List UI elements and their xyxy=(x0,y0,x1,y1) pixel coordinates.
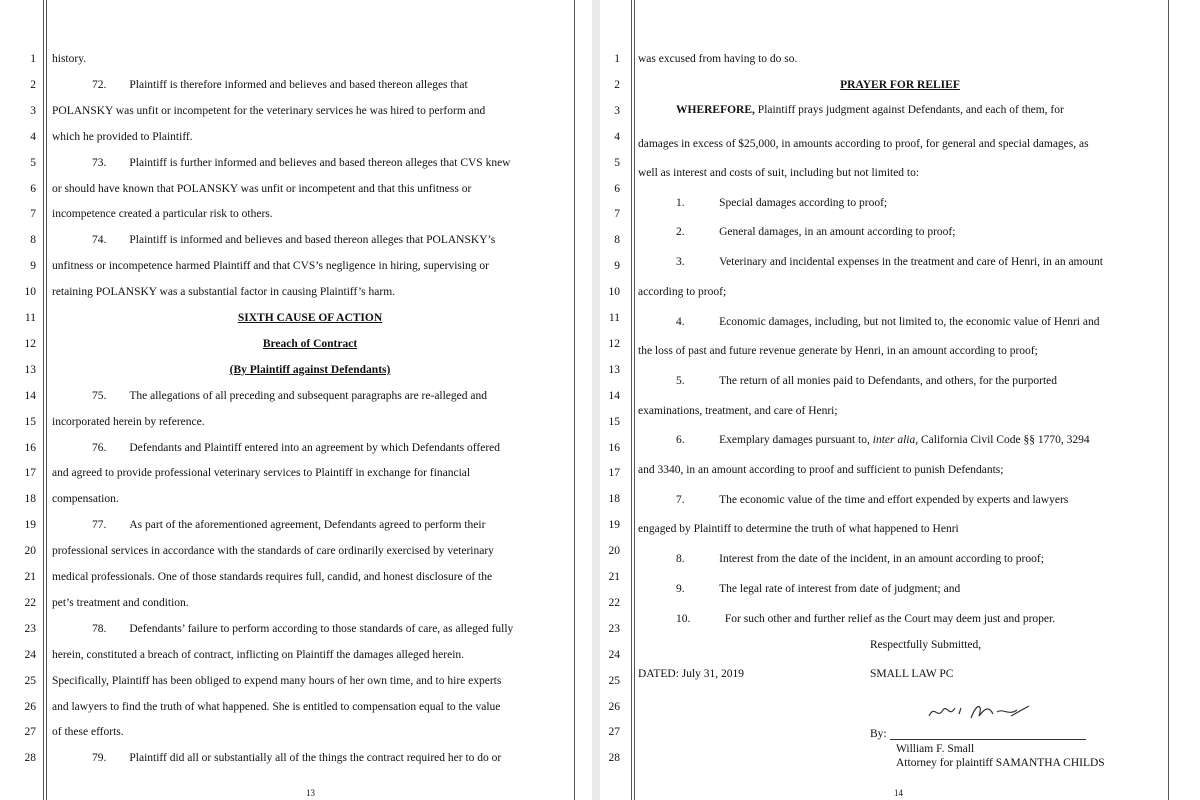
line-number: 27 xyxy=(608,726,620,739)
line-number: 24 xyxy=(608,648,620,661)
line-number: 24 xyxy=(24,648,36,661)
text-line: medical professionals. One of those standards requires full, candid, and honest disclosure of the xyxy=(52,571,493,583)
line-number: 6 xyxy=(30,182,36,195)
line-number: 4 xyxy=(614,130,620,143)
line-number: 19 xyxy=(24,519,36,532)
text-line: or should have known that POLANSKY was unfit or incompetent and that this unfitness or xyxy=(52,182,472,195)
line-number: 10 xyxy=(24,286,36,299)
text-line: and agreed to provide professional veterinary services to Plaintiff in exchange for financial xyxy=(52,467,471,480)
text-line: unfitness or incompetence harmed Plaintiff and that CVS’s negligence in hiring, supervising or xyxy=(52,260,490,273)
right-margin-rule xyxy=(1168,0,1169,800)
by-label: By: xyxy=(870,728,887,740)
line-number: 19 xyxy=(608,519,620,532)
line-number: 13 xyxy=(24,363,36,376)
page-14 xyxy=(600,0,1200,800)
line-number: 16 xyxy=(24,441,36,454)
wherefore-text: Plaintiff prays judgment against Defendants, and each of them, for xyxy=(757,104,1064,116)
left-margin-rule-inner xyxy=(634,0,635,800)
text-line: 5. The return of all monies paid to Defendants, and others, for the purported xyxy=(676,375,1057,387)
line-number: 13 xyxy=(608,363,620,376)
right-margin-rule xyxy=(574,0,575,800)
line-number: 20 xyxy=(608,545,620,558)
text-line: 76. Defendants and Plaintiff entered into an agreement by which Defendants offered xyxy=(92,441,501,454)
text-line: Specifically, Plaintiff has been obliged to expend many hours of her own time, and to hire experts xyxy=(52,674,502,687)
text-line: incorporated herein by reference. xyxy=(52,415,205,428)
text-line: SIXTH CAUSE OF ACTION xyxy=(237,312,383,324)
line-number: 7 xyxy=(30,208,36,221)
text-line: incompetence created a particular risk to others. xyxy=(52,208,273,221)
inter-alia: inter alia xyxy=(872,434,916,446)
text-line: 79. Plaintiff did all or substantially all of the things the contract required her to do or xyxy=(92,752,502,765)
line-number: 9 xyxy=(614,260,620,273)
text-line: 2. General damages, in an amount according to proof; xyxy=(676,226,956,238)
line-number: 8 xyxy=(30,234,36,247)
text-line: was excused from having to do so. xyxy=(638,53,798,65)
text-line: the loss of past and future revenue generate by Henri, in an amount according to proof; xyxy=(638,345,1038,357)
text-line: 1. Special damages according to proof; xyxy=(676,197,888,209)
line-number: 26 xyxy=(24,700,36,713)
line-number: 5 xyxy=(614,156,620,169)
text-line: 8. Interest from the date of the incident, in an amount according to proof; xyxy=(676,553,1044,565)
line-number: 12 xyxy=(24,337,36,350)
page-number: 13 xyxy=(306,788,315,798)
line-number: 23 xyxy=(608,622,620,635)
line-number: 15 xyxy=(24,415,36,428)
line-number: 11 xyxy=(608,312,620,324)
text-line: examinations, treatment, and care of Henri; xyxy=(638,405,838,417)
line-number: 6 xyxy=(614,182,620,195)
text-line: of these efforts. xyxy=(52,726,124,739)
line-number: 28 xyxy=(608,752,620,765)
text-line: (By Plaintiff against Defendants) xyxy=(229,363,391,376)
text-line: retaining POLANSKY was a substantial factor in causing Plaintiff’s harm. xyxy=(52,286,396,299)
text-line: 72. Plaintiff is therefore informed and believes and based thereon alleges that xyxy=(92,78,468,91)
line-number: 17 xyxy=(608,467,620,480)
line-number: 22 xyxy=(608,596,620,609)
item6-comma: , xyxy=(915,434,921,446)
text-line: 4. Economic damages, including, but not limited to, the economic value of Henri and xyxy=(676,316,1100,328)
line-number: 1 xyxy=(30,53,36,65)
line-number: 8 xyxy=(614,234,620,247)
text-line: 3. Veterinary and incidental expenses in the treatment and care of Henri, in an amount xyxy=(676,256,1103,268)
line-number: 15 xyxy=(608,415,620,428)
line-number: 16 xyxy=(608,441,620,454)
text-line: and 3340, in an amount according to proof and sufficient to punish Defendants; xyxy=(638,464,1004,476)
page-number: 14 xyxy=(894,788,903,798)
text-line: 7. The economic value of the time and effort expended by experts and lawyers xyxy=(676,494,1069,506)
line-number: 28 xyxy=(24,752,36,765)
prayer-item-6 xyxy=(676,433,1090,447)
line-number: 14 xyxy=(24,389,36,402)
text-line: 9. The legal rate of interest from date of judgment; and xyxy=(676,583,961,595)
line-number: 21 xyxy=(24,571,36,583)
line-number: 18 xyxy=(608,493,620,506)
line-number: 2 xyxy=(614,78,620,91)
dated-line: DATED: July 31, 2019 xyxy=(638,668,745,680)
text-line: Breach of Contract xyxy=(262,337,358,350)
firm-name: SMALL LAW PC xyxy=(870,668,954,680)
signature-line xyxy=(890,739,1086,740)
line-number: 18 xyxy=(24,493,36,506)
line-number: 26 xyxy=(608,700,620,713)
line-number: 5 xyxy=(30,156,36,169)
text-line: damages in excess of $25,000, in amounts according to proof, for general and special damages, as xyxy=(638,138,1089,150)
item6-prefix: 6. Exemplary damages pursuant to, xyxy=(676,434,870,446)
line-number: 14 xyxy=(608,389,620,402)
text-line: 10. For such other and further relief as the Court may deem just and proper. xyxy=(676,613,1056,625)
line-number: 12 xyxy=(608,337,620,350)
text-line: according to proof; xyxy=(638,286,727,298)
line-number: 10 xyxy=(608,286,620,299)
line-number: 11 xyxy=(24,312,36,324)
line-number: 2 xyxy=(30,78,36,91)
line-number: 17 xyxy=(24,467,36,480)
signer-title: Attorney for plaintiff SAMANTHA CHILDS xyxy=(896,757,1105,769)
text-line: 75. The allegations of all preceding and subsequent paragraphs are re-alleged and xyxy=(92,389,487,402)
line-number: 3 xyxy=(614,104,620,117)
line-number: 27 xyxy=(24,726,36,739)
line-number: 20 xyxy=(24,545,36,558)
text-line: which he provided to Plaintiff. xyxy=(52,130,193,143)
text-line: compensation. xyxy=(52,493,119,506)
line-number: 3 xyxy=(30,104,36,117)
line-number: 1 xyxy=(614,53,620,65)
left-margin-rule xyxy=(43,0,44,800)
wherefore-line xyxy=(676,103,1064,117)
text-line: well as interest and costs of suit, including but not limited to: xyxy=(638,167,920,179)
line-number: 25 xyxy=(608,674,620,687)
signature-icon xyxy=(925,698,1045,724)
respectfully-submitted: Respectfully Submitted, xyxy=(870,639,982,651)
line-number: 25 xyxy=(24,674,36,687)
line-number: 9 xyxy=(30,260,36,273)
text-line: and lawyers to find the truth of what happened. She is entitled to compensation equal to the value xyxy=(52,700,501,713)
section-heading: PRAYER FOR RELIEF xyxy=(840,79,960,91)
left-margin-rule-inner xyxy=(46,0,47,800)
page-gap xyxy=(592,0,600,800)
text-line: engaged by Plaintiff to determine the truth of what happened to Henri xyxy=(638,523,959,535)
line-number: 23 xyxy=(24,622,36,635)
signer-name: William F. Small xyxy=(896,743,975,755)
page-13 xyxy=(0,0,592,800)
line-number: 21 xyxy=(608,571,620,583)
text-line: 74. Plaintiff is informed and believes and based thereon alleges that POLANSKY’s xyxy=(92,234,496,247)
text-line: herein, constituted a breach of contract, inflicting on Plaintiff the damages alleged herein. xyxy=(52,648,465,661)
item6-suffix: California Civil Code §§ 1770, 3294 xyxy=(921,434,1090,446)
text-line: 78. Defendants’ failure to perform according to those standards of care, as alleged fully xyxy=(92,622,514,635)
text-line: POLANSKY was unfit or incompetent for the veterinary services he was hired to perform and xyxy=(52,104,486,117)
text-line: 73. Plaintiff is further informed and believes and based thereon alleges that CVS knew xyxy=(92,156,511,169)
text-line: 77. As part of the aforementioned agreement, Defendants agreed to perform their xyxy=(92,519,486,532)
line-number: 4 xyxy=(30,130,36,143)
text-line: pet’s treatment and condition. xyxy=(52,596,189,609)
wherefore-label: WHEREFORE, xyxy=(676,104,755,116)
line-number: 22 xyxy=(24,596,36,609)
line-number: 7 xyxy=(614,208,620,221)
text-line: professional services in accordance with the standards of care ordinarily exercised by veterinary xyxy=(52,545,494,558)
text-line: history. xyxy=(52,53,87,65)
left-margin-rule xyxy=(631,0,632,800)
